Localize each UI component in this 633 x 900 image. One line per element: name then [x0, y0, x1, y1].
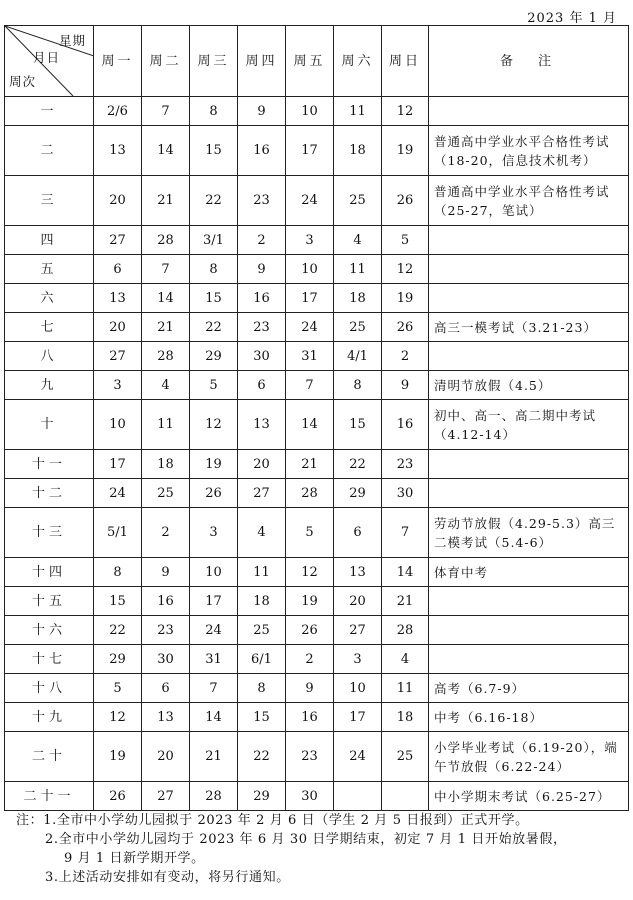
- week-number-cell: 十八: [5, 674, 94, 703]
- day-cell-fri: 16: [286, 703, 334, 732]
- day-cell-sun: 30: [382, 479, 429, 508]
- day-cell-fri: 23: [286, 732, 334, 782]
- day-cell-thu: 29: [238, 782, 286, 811]
- day-cell-tue: 28: [142, 342, 190, 371]
- day-cell-mon: 26: [94, 782, 142, 811]
- day-cell-tue: 6: [142, 674, 190, 703]
- col-header-sat: 周六: [334, 26, 382, 97]
- note-cell: [429, 284, 629, 313]
- day-cell-fri: 17: [286, 284, 334, 313]
- day-cell-sat: 3: [334, 645, 382, 674]
- note-cell: 小学毕业考试（6.19-20），端午节放假（6.22-24）: [429, 732, 629, 782]
- week-number-cell: 十一: [5, 450, 94, 479]
- day-cell-wed: 19: [190, 450, 238, 479]
- day-cell-tue: 20: [142, 732, 190, 782]
- day-cell-sat: 4: [334, 226, 382, 255]
- day-cell-thu: 16: [238, 126, 286, 176]
- note-cell: [429, 645, 629, 674]
- day-cell-mon: 6: [94, 255, 142, 284]
- week-number-cell: 七: [5, 313, 94, 342]
- day-cell-thu: 22: [238, 732, 286, 782]
- day-cell-tue: 9: [142, 558, 190, 587]
- day-cell-sun: 12: [382, 97, 429, 126]
- week-row: [5, 176, 629, 226]
- day-cell-sat: 6: [334, 508, 382, 558]
- day-cell-mon: 5: [94, 674, 142, 703]
- col-header-sun: 周日: [382, 26, 429, 97]
- day-cell-sun: 26: [382, 176, 429, 226]
- day-cell-thu: 20: [238, 450, 286, 479]
- day-cell-thu: 2: [238, 226, 286, 255]
- footnote-num: 2.: [45, 832, 59, 847]
- day-cell-sun: 4: [382, 645, 429, 674]
- day-cell-mon: 20: [94, 176, 142, 226]
- day-cell-wed: 22: [190, 313, 238, 342]
- day-cell-sun: [382, 782, 429, 811]
- day-cell-wed: 3: [190, 508, 238, 558]
- day-cell-fri: 7: [286, 371, 334, 400]
- day-cell-sun: 2: [382, 342, 429, 371]
- note-cell: 中小学期末考试（6.25-27）: [429, 782, 629, 811]
- day-cell-wed: 14: [190, 703, 238, 732]
- day-cell-fri: 14: [286, 400, 334, 450]
- day-cell-sun: 11: [382, 674, 429, 703]
- day-cell-mon: 20: [94, 313, 142, 342]
- day-cell-sun: 5: [382, 226, 429, 255]
- school-calendar-table: [4, 25, 629, 811]
- day-cell-tue: 7: [142, 97, 190, 126]
- day-cell-mon: 19: [94, 732, 142, 782]
- day-cell-sun: 18: [382, 703, 429, 732]
- day-cell-thu: 6/1: [238, 645, 286, 674]
- day-cell-tue: 21: [142, 176, 190, 226]
- week-number-cell: 四: [5, 226, 94, 255]
- day-cell-mon: 29: [94, 645, 142, 674]
- day-cell-tue: 18: [142, 450, 190, 479]
- week-number-cell: 二: [5, 126, 94, 176]
- day-cell-sun: 12: [382, 255, 429, 284]
- day-cell-sun: 7: [382, 508, 429, 558]
- day-cell-wed: 26: [190, 479, 238, 508]
- day-cell-wed: 15: [190, 284, 238, 313]
- week-row: [5, 674, 629, 703]
- day-cell-sun: 26: [382, 313, 429, 342]
- day-cell-fri: 28: [286, 479, 334, 508]
- day-cell-fri: 21: [286, 450, 334, 479]
- day-cell-wed: 15: [190, 126, 238, 176]
- day-cell-sat: 17: [334, 703, 382, 732]
- day-cell-thu: 11: [238, 558, 286, 587]
- note-cell: 普通高中学业水平合格性考试（25-27，笔试）: [429, 176, 629, 226]
- day-cell-thu: 30: [238, 342, 286, 371]
- day-cell-sat: 8: [334, 371, 382, 400]
- day-cell-fri: 19: [286, 587, 334, 616]
- day-cell-tue: 30: [142, 645, 190, 674]
- day-cell-mon: 12: [94, 703, 142, 732]
- footnote-2-cont: [16, 849, 625, 868]
- footnote-text: 上述活动安排如有变动，将另行通知。: [58, 870, 290, 885]
- day-cell-wed: 28: [190, 782, 238, 811]
- day-cell-wed: 12: [190, 400, 238, 450]
- footnotes: [16, 811, 625, 887]
- week-number-cell: 三: [5, 176, 94, 226]
- corner-header-cell: [5, 26, 94, 97]
- day-cell-thu: 16: [238, 284, 286, 313]
- calendar-body: [5, 97, 629, 811]
- week-row: [5, 645, 629, 674]
- day-cell-fri: 3: [286, 226, 334, 255]
- day-cell-wed: 17: [190, 587, 238, 616]
- day-cell-sat: 25: [334, 176, 382, 226]
- week-row: [5, 284, 629, 313]
- note-cell: [429, 479, 629, 508]
- day-cell-mon: 2/6: [94, 97, 142, 126]
- week-number-cell: 十: [5, 400, 94, 450]
- day-cell-sat: 11: [334, 97, 382, 126]
- day-cell-fri: 31: [286, 342, 334, 371]
- col-header-wed: 周三: [190, 26, 238, 97]
- day-cell-thu: 6: [238, 371, 286, 400]
- footnote-num: 1.: [43, 813, 57, 828]
- week-row: [5, 508, 629, 558]
- day-cell-tue: 23: [142, 616, 190, 645]
- footnote-text: 全市中小学幼儿园拟于 2023 年 2 月 6 日（学生 2 月 5 日报到）正式开学。: [56, 813, 529, 828]
- day-cell-sat: 15: [334, 400, 382, 450]
- day-cell-mon: 27: [94, 226, 142, 255]
- week-number-cell: 六: [5, 284, 94, 313]
- day-cell-mon: 13: [94, 284, 142, 313]
- day-cell-sun: 19: [382, 284, 429, 313]
- week-row: [5, 732, 629, 782]
- day-cell-mon: 17: [94, 450, 142, 479]
- day-cell-tue: 21: [142, 313, 190, 342]
- day-cell-sun: 28: [382, 616, 429, 645]
- day-cell-fri: 5: [286, 508, 334, 558]
- day-cell-wed: 8: [190, 255, 238, 284]
- day-cell-tue: 28: [142, 226, 190, 255]
- note-cell: [429, 587, 629, 616]
- day-cell-thu: 23: [238, 313, 286, 342]
- day-cell-wed: 10: [190, 558, 238, 587]
- footnote-2: [16, 830, 625, 849]
- note-cell: 清明节放假（4.5）: [429, 371, 629, 400]
- day-cell-fri: 10: [286, 97, 334, 126]
- note-cell: [429, 97, 629, 126]
- week-row: [5, 255, 629, 284]
- day-cell-fri: 26: [286, 616, 334, 645]
- day-cell-sun: 25: [382, 732, 429, 782]
- day-cell-sat: 20: [334, 587, 382, 616]
- week-row: [5, 450, 629, 479]
- day-cell-tue: 2: [142, 508, 190, 558]
- day-cell-wed: 3/1: [190, 226, 238, 255]
- day-cell-wed: 24: [190, 616, 238, 645]
- note-cell: [429, 616, 629, 645]
- col-header-notes: 备 注: [429, 26, 629, 97]
- day-cell-wed: 7: [190, 674, 238, 703]
- day-cell-tue: 27: [142, 782, 190, 811]
- week-number-cell: 十九: [5, 703, 94, 732]
- col-header-thu: 周四: [238, 26, 286, 97]
- calendar-date: 2023 年 1 月: [527, 11, 617, 26]
- day-cell-fri: 17: [286, 126, 334, 176]
- week-row: [5, 313, 629, 342]
- week-row: [5, 703, 629, 732]
- day-cell-sat: 22: [334, 450, 382, 479]
- note-cell: [429, 226, 629, 255]
- week-number-cell: 二十一: [5, 782, 94, 811]
- day-cell-wed: 8: [190, 97, 238, 126]
- header-row: [5, 26, 629, 97]
- day-cell-sat: 29: [334, 479, 382, 508]
- note-cell: 普通高中学业水平合格性考试（18-20，信息技术机考）: [429, 126, 629, 176]
- day-cell-fri: 2: [286, 645, 334, 674]
- day-cell-wed: 31: [190, 645, 238, 674]
- day-cell-tue: 7: [142, 255, 190, 284]
- week-row: [5, 400, 629, 450]
- day-cell-sat: 10: [334, 674, 382, 703]
- day-cell-fri: 24: [286, 313, 334, 342]
- week-row: [5, 558, 629, 587]
- day-cell-sun: 19: [382, 126, 429, 176]
- week-row: [5, 782, 629, 811]
- note-cell: 初中、高一、高二期中考试（4.12-14）: [429, 400, 629, 450]
- day-cell-thu: 13: [238, 400, 286, 450]
- day-cell-sat: 18: [334, 284, 382, 313]
- day-cell-sat: 18: [334, 126, 382, 176]
- week-row: [5, 126, 629, 176]
- day-cell-sun: 14: [382, 558, 429, 587]
- day-cell-mon: 8: [94, 558, 142, 587]
- day-cell-wed: 29: [190, 342, 238, 371]
- day-cell-tue: 13: [142, 703, 190, 732]
- day-cell-mon: 27: [94, 342, 142, 371]
- week-row: [5, 479, 629, 508]
- day-cell-fri: 10: [286, 255, 334, 284]
- footnote-text: 全市中小学幼儿园均于 2023 年 6 月 30 日学期结束，初定 7 月 1 日开始放暑假，: [58, 832, 567, 847]
- week-number-cell: 十四: [5, 558, 94, 587]
- day-cell-thu: 15: [238, 703, 286, 732]
- day-cell-sat: 4/1: [334, 342, 382, 371]
- day-cell-tue: 25: [142, 479, 190, 508]
- week-number-cell: 十七: [5, 645, 94, 674]
- day-cell-mon: 22: [94, 616, 142, 645]
- day-cell-tue: 11: [142, 400, 190, 450]
- week-number-cell: 九: [5, 371, 94, 400]
- note-cell: [429, 342, 629, 371]
- day-cell-sun: 23: [382, 450, 429, 479]
- day-cell-wed: 5: [190, 371, 238, 400]
- day-cell-fri: 12: [286, 558, 334, 587]
- col-header-fri: 周五: [286, 26, 334, 97]
- day-cell-wed: 22: [190, 176, 238, 226]
- note-cell: [429, 450, 629, 479]
- day-cell-thu: 9: [238, 97, 286, 126]
- week-row: [5, 226, 629, 255]
- week-row: [5, 371, 629, 400]
- week-number-cell: 五: [5, 255, 94, 284]
- note-cell: 高考（6.7-9）: [429, 674, 629, 703]
- day-cell-thu: 23: [238, 176, 286, 226]
- day-cell-sun: 9: [382, 371, 429, 400]
- day-cell-thu: 8: [238, 674, 286, 703]
- day-cell-sat: 11: [334, 255, 382, 284]
- day-cell-mon: 3: [94, 371, 142, 400]
- footnote-text: 9 月 1 日新学期开学。: [64, 851, 205, 866]
- day-cell-thu: 9: [238, 255, 286, 284]
- day-cell-tue: 14: [142, 284, 190, 313]
- day-cell-thu: 4: [238, 508, 286, 558]
- day-cell-mon: 15: [94, 587, 142, 616]
- week-number-cell: 十五: [5, 587, 94, 616]
- footnote-3: [16, 868, 625, 887]
- day-cell-sat: 24: [334, 732, 382, 782]
- day-cell-sun: 16: [382, 400, 429, 450]
- day-cell-mon: 5/1: [94, 508, 142, 558]
- day-cell-sat: 13: [334, 558, 382, 587]
- day-cell-tue: 4: [142, 371, 190, 400]
- footnote-prefix: 注：: [16, 813, 44, 828]
- day-cell-sat: 27: [334, 616, 382, 645]
- week-number-cell: 八: [5, 342, 94, 371]
- day-cell-sun: 21: [382, 587, 429, 616]
- week-number-cell: 十六: [5, 616, 94, 645]
- day-cell-thu: 25: [238, 616, 286, 645]
- note-cell: 高三一模考试（3.21-23）: [429, 313, 629, 342]
- day-cell-thu: 27: [238, 479, 286, 508]
- day-cell-sat: [334, 782, 382, 811]
- col-header-mon: 周一: [94, 26, 142, 97]
- week-number-cell: 十三: [5, 508, 94, 558]
- week-row: [5, 587, 629, 616]
- week-row: [5, 97, 629, 126]
- day-cell-mon: 13: [94, 126, 142, 176]
- day-cell-fri: 9: [286, 674, 334, 703]
- day-cell-mon: 24: [94, 479, 142, 508]
- week-number-cell: 二十: [5, 732, 94, 782]
- footnote-num: 3.: [45, 870, 59, 885]
- note-cell: 体育中考: [429, 558, 629, 587]
- week-number-cell: 十二: [5, 479, 94, 508]
- note-cell: 中考（6.16-18）: [429, 703, 629, 732]
- day-cell-tue: 14: [142, 126, 190, 176]
- footnote-1: [16, 811, 625, 830]
- day-cell-sat: 25: [334, 313, 382, 342]
- day-cell-wed: 21: [190, 732, 238, 782]
- corner-label-date: 月日: [33, 50, 61, 65]
- note-cell: [429, 255, 629, 284]
- week-row: [5, 342, 629, 371]
- day-cell-thu: 18: [238, 587, 286, 616]
- week-number-cell: 一: [5, 97, 94, 126]
- corner-label-week: 周次: [9, 74, 37, 89]
- day-cell-mon: 10: [94, 400, 142, 450]
- corner-label-weekday: 星期: [59, 33, 87, 48]
- week-row: [5, 616, 629, 645]
- day-cell-fri: 30: [286, 782, 334, 811]
- col-header-tue: 周二: [142, 26, 190, 97]
- day-cell-tue: 16: [142, 587, 190, 616]
- day-cell-fri: 24: [286, 176, 334, 226]
- note-cell: 劳动节放假（4.29-5.3）高三二模考试（5.4-6）: [429, 508, 629, 558]
